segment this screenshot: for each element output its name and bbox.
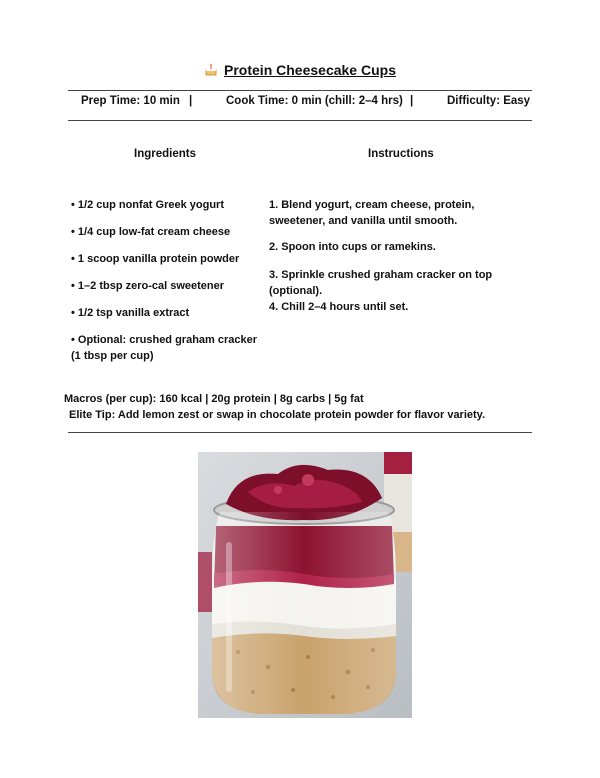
list-item: • Optional: crushed graham cracker (1 tbsp per cup) xyxy=(71,334,258,362)
cheesecake-jar-photo xyxy=(198,452,412,718)
ingredients-list xyxy=(71,197,261,375)
list-item: • 1–2 tbsp zero-cal sweetener xyxy=(71,280,225,292)
list-item: • 1/2 tsp vanilla extract xyxy=(71,307,190,319)
instructions-list xyxy=(269,197,519,315)
meta-separator: | xyxy=(189,95,193,107)
instruction-step: 3. Sprinkle crushed graham cracker on top (optional). xyxy=(269,269,493,297)
divider-bottom xyxy=(68,432,532,433)
elite-tip: Elite Tip: Add lemon zest or swap in chocolate protein powder for flavor variety. xyxy=(69,409,486,421)
macros-line: Macros (per cup): 160 kcal | 20g protein | 8g carbs | 5g fat xyxy=(64,393,364,405)
divider-meta xyxy=(68,120,532,121)
instruction-step: 1. Blend yogurt, cream cheese, protein, sweetener, and vanilla until smooth. xyxy=(269,199,475,227)
difficulty: Difficulty: Easy xyxy=(447,95,531,107)
list-item: • 1/2 cup nonfat Greek yogurt xyxy=(71,199,224,211)
meta-separator: | xyxy=(410,95,414,107)
cook-time: Cook Time: 0 min (chill: 2–4 hrs) xyxy=(226,95,403,107)
instruction-step: 2. Spoon into cups or ramekins. xyxy=(269,241,436,253)
page-title: Protein Cheesecake Cups xyxy=(224,62,396,78)
list-item: • 1/4 cup low-fat cream cheese xyxy=(71,226,231,238)
list-item: • 1 scoop vanilla protein powder xyxy=(71,253,240,265)
recipe-title-row xyxy=(0,62,600,80)
ingredients-heading: Ingredients xyxy=(134,148,196,160)
cake-icon xyxy=(204,63,218,80)
prep-time: Prep Time: 10 min xyxy=(81,95,180,107)
instruction-step: 4. Chill 2–4 hours until set. xyxy=(269,301,409,313)
divider-top xyxy=(68,90,532,91)
instructions-heading: Instructions xyxy=(368,148,434,160)
